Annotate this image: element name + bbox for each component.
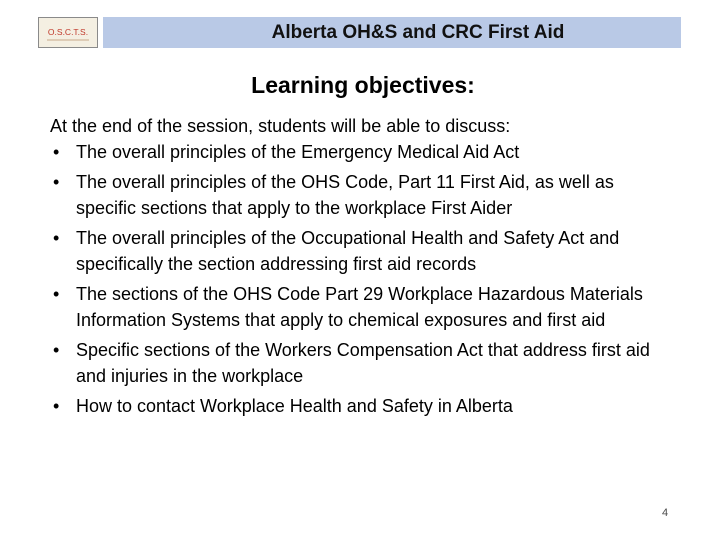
bullet-icon: • [53,396,60,416]
list-item [50,393,670,419]
bullet-icon: • [53,228,60,248]
page-number: 4 [662,507,669,519]
intro-text: At the end of the session, students will be able to discuss: [50,116,511,136]
logo-text: O.S.C.T.S. [47,27,89,37]
list-item-text: The sections of the OHS Code Part 29 Workplace Hazardous Materials Information Systems that apply to chemical exposures and first aid [76,284,643,330]
bullet-icon: • [53,172,60,192]
list-item [50,281,670,333]
header-bar [103,17,681,48]
list-item [50,337,670,389]
list-item-text: The overall principles of the OHS Code, Part 11 First Aid, as well as specific sections that apply to the workplace First Aider [76,172,614,218]
list-item-text: The overall principles of the Occupational Health and Safety Act and specifically the section addressing first aid records [76,228,620,274]
list-item-text: The overall principles of the Emergency Medical Aid Act [76,142,520,162]
bullet-icon: • [53,284,60,304]
list-item [50,225,670,277]
header-title: Alberta OH&S and CRC First Aid [271,21,565,43]
slide-title: Learning objectives: [251,72,475,98]
list-item [50,169,670,221]
list-item [50,139,670,165]
bullet-icon: • [53,142,60,162]
company-logo [38,17,98,48]
list-item-text: How to contact Workplace Health and Safety in Alberta [76,396,513,416]
objectives-list [50,139,670,423]
list-item-text: Specific sections of the Workers Compensation Act that address first aid and injuries in the workplace [76,340,650,386]
bullet-icon: • [53,340,60,360]
